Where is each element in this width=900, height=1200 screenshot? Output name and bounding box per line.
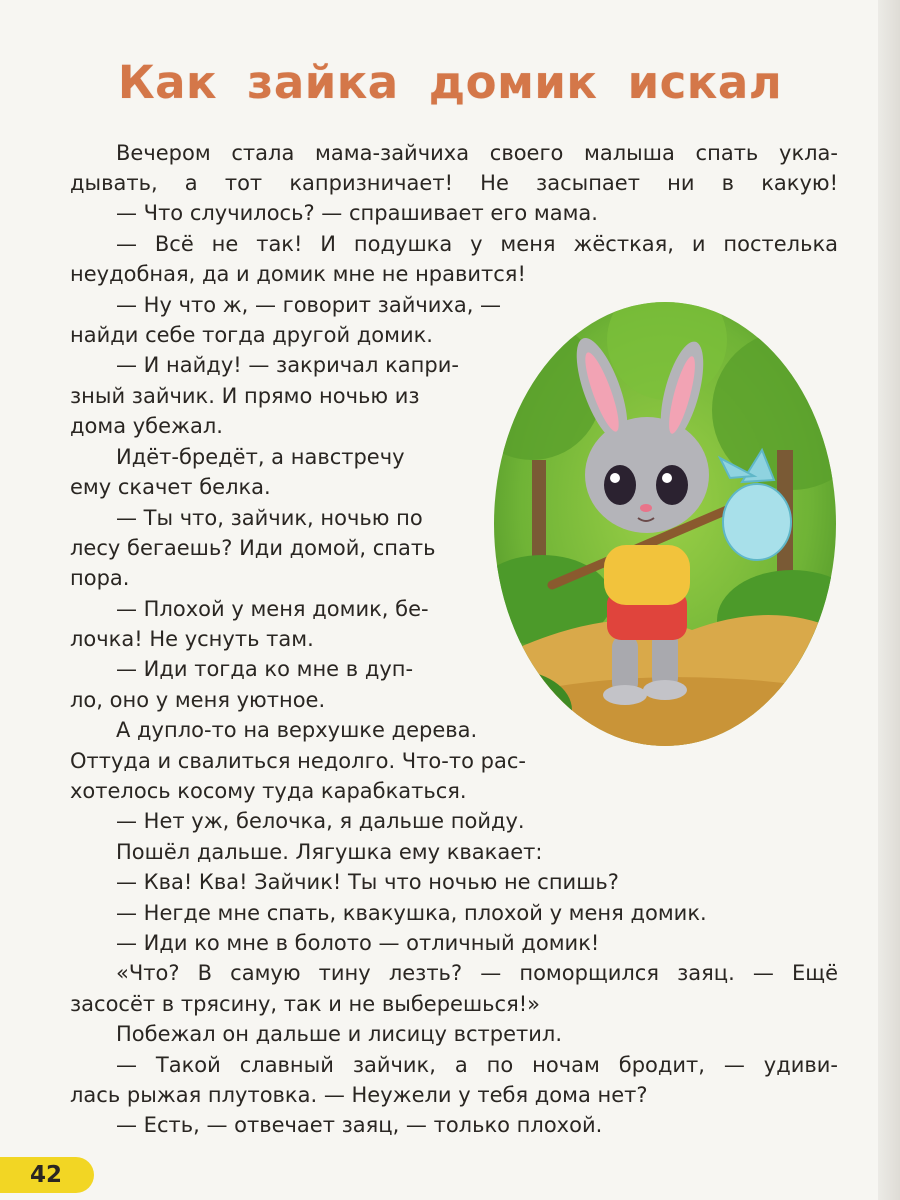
text-line: дывать, а тот капризничает! Не засыпает ни в какую! <box>70 171 838 195</box>
page-edge <box>878 0 900 1200</box>
text-line: — Такой славный зайчик, а по ночам бродит, — удиви- <box>116 1053 838 1077</box>
text-line: — Плохой у меня домик, бе- <box>116 597 429 621</box>
text-line: — Негде мне спать, квакушка, плохой у меня домик. <box>116 901 707 925</box>
text-line: лесу бегаешь? Иди домой, спать <box>70 536 436 560</box>
text-line: Вечером стала мама-зайчиха своего малыша спать укла- <box>116 141 838 165</box>
text-line: — Ква! Ква! Зайчик! Ты что ночью не спишь? <box>116 870 619 894</box>
text-line: А дупло-то на верхушке дерева. <box>116 718 478 742</box>
text-line: ему скачет белка. <box>70 475 271 499</box>
text-line: Побежал он дальше и лисицу встретил. <box>116 1022 563 1046</box>
text-line: — Всё не так! И подушка у меня жёсткая, и постелька <box>116 232 838 256</box>
page-number: 42 <box>30 1162 63 1188</box>
text-line: ло, оно у меня уютное. <box>70 688 326 712</box>
text-line: — Ты что, зайчик, ночью по <box>116 506 423 530</box>
text-line: найди себе тогда другой домик. <box>70 323 433 347</box>
text-line: неудобная, да и домик мне не нравится! <box>70 262 526 286</box>
text-line: дома убежал. <box>70 414 223 438</box>
text-line: Пошёл дальше. Лягушка ему квакает: <box>116 840 543 864</box>
text-line: хотелось косому туда карабкаться. <box>70 779 467 803</box>
text-line: Оттуда и свалиться недолго. Что-то рас- <box>70 749 526 773</box>
text-line: — И найду! — закричал капри- <box>116 353 459 377</box>
text-line: — Иди ко мне в болото — отличный домик! <box>116 931 600 955</box>
text-line: Идёт-бредёт, а навстречу <box>116 445 405 469</box>
text-line: — Что случилось? — спрашивает его мама. <box>116 201 598 225</box>
text-line: пора. <box>70 566 130 590</box>
text-line: лочка! Не уснуть там. <box>70 627 314 651</box>
bunny-illustration <box>492 300 838 748</box>
text-line: — Иди тогда ко мне в дуп- <box>116 657 414 681</box>
text-line: — Нет уж, белочка, я дальше пойду. <box>116 809 525 833</box>
text-line: — Есть, — отвечает заяц, — только плохой. <box>116 1113 603 1137</box>
story-title: Как зайка домик искал <box>117 56 783 109</box>
text-line: — Ну что ж, — говорит зайчиха, — <box>116 293 502 317</box>
text-line: зный зайчик. И прямо ночью из <box>70 384 420 408</box>
text-line: засосёт в трясину, так и не выберешься!» <box>70 992 540 1016</box>
text-line: «Что? В самую тину лезть? — поморщился заяц. — Ещё <box>116 961 838 985</box>
text-line: лась рыжая плутовка. — Неужели у тебя дома нет? <box>70 1083 648 1107</box>
